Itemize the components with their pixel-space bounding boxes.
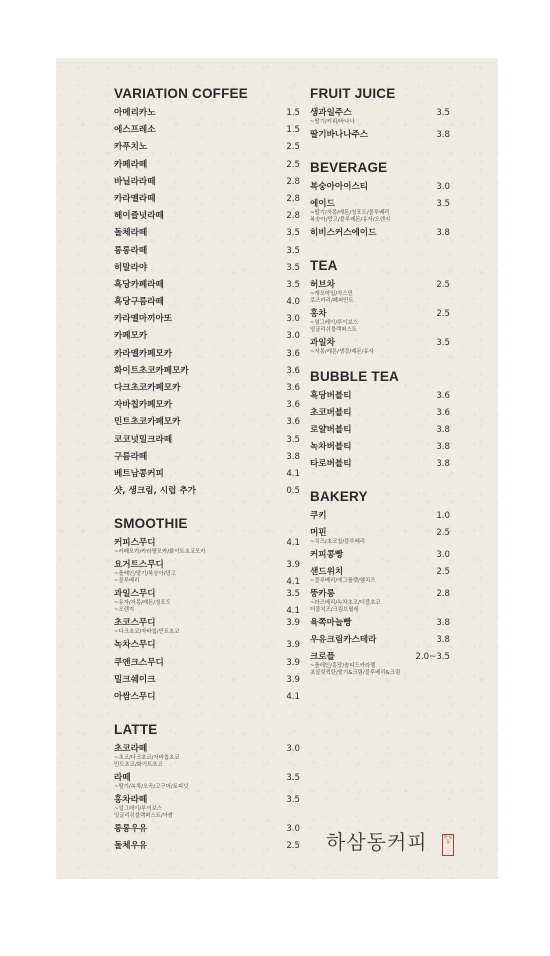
item-price: 3.0 [436,550,450,560]
section-title: BUBBLE TEA [310,369,399,384]
menu-item [114,824,304,841]
item-options: ~플레인/딸기/복숭아/망고 [114,571,177,578]
item-options: ~얼그레이/루이보스 [114,806,162,813]
menu-item [114,331,304,348]
item-price: 3.6 [286,417,300,428]
menu-item [310,635,450,652]
menu-item [114,589,304,617]
item-name: 로얄버블티 [310,425,352,435]
menu-column-right [310,86,450,690]
menu-item [310,338,450,356]
item-name: 민트초코카페모카 [114,417,181,428]
item-name: 타로버블티 [310,459,352,469]
item-name: 카페모카 [114,331,148,342]
item-price: 2.5 [286,159,300,170]
menu-item [114,280,304,297]
item-name: 자바칩카페모카 [114,400,173,411]
item-name: 딸기바나나주스 [310,130,369,140]
item-name: 롱롱우유 [114,824,148,835]
menu-item [310,309,450,334]
item-name: 에이드 [310,199,335,209]
menu-item [114,486,304,503]
item-price: 3.5 [436,338,450,348]
item-price: 3.8 [436,228,450,238]
section-title: BEVERAGE [310,160,388,175]
item-price: 3.9 [286,657,300,668]
menu-section [310,489,450,677]
item-price: 4.0 [286,297,300,308]
menu-item [114,435,304,452]
item-price: 2.8 [436,589,450,599]
item-options: ~플레인/흑당/솔티드카라멜 [310,663,376,669]
item-name: 흑당버블티 [310,391,352,401]
item-options: ~라즈베리/녹차초코/더블초코 [310,600,381,606]
menu-board [56,58,498,879]
item-price: 3.5 [286,245,300,256]
section-title: BAKERY [310,489,368,504]
item-price: 3.0 [286,824,300,835]
menu-item [310,391,450,408]
item-name: 흑당카페라떼 [114,279,164,290]
item-options: ~초코/다크초코/자바칩초코 [114,755,180,762]
item-price: 0.5 [286,486,300,497]
menu-item [114,314,304,331]
menu-item [114,366,304,383]
item-name: 히비스커스에이드 [310,228,377,238]
menu-item [310,528,450,546]
item-price: 4.1 [286,538,300,549]
item-options: 초콜릿퀵탄/딸기&크림/블루베리&크림 [310,670,401,676]
menu-section [310,86,450,147]
item-name: 머핀 [310,528,327,538]
menu-item [114,108,304,125]
item-name: 육쪽마늘빵 [310,618,352,628]
item-price: 3.5 [286,434,300,445]
menu-item [114,675,304,692]
menu-section [310,369,450,476]
item-name: 허브차 [310,280,335,290]
item-price: 3.8 [436,442,450,452]
item-price: 2.5 [286,142,300,153]
menu-item [310,459,450,476]
item-price: 2.0~3.5 [415,652,450,662]
item-price: 2.5 [436,309,450,319]
menu-item [310,228,450,245]
item-name: 카라멜카페모카 [114,348,173,359]
item-options: ~치즈/초코칩/블루베리 [310,539,366,545]
item-name: 흑당구름라떼 [114,297,164,308]
menu-item [310,199,450,224]
menu-item [310,108,450,126]
menu-item [114,263,304,280]
menu-item [310,280,450,305]
brand-logo: 하삼동커피 [326,830,428,854]
item-name: 카페라떼 [114,159,148,170]
item-price: 3.6 [286,400,300,411]
item-options: ~딸기/녹차/오곡/고구마/토피넛 [114,784,189,791]
item-name: 에스프레소 [114,125,156,136]
item-name: 히말라야 [114,262,148,273]
menu-item [114,744,304,769]
item-price: 3.5 [286,589,300,600]
item-price: 3.6 [286,365,300,376]
item-price: 3.8 [436,635,450,645]
item-name: 아메리카노 [114,108,156,118]
item-options: ~오렌지 [114,607,135,614]
menu-item [114,349,304,366]
item-options: ~캐모마일/자스민 [310,291,353,297]
section-title: VARIATION COFFEE [114,86,248,101]
item-price: 2.5 [436,567,450,577]
menu-item [310,442,450,459]
item-name: 돌체우유 [114,841,148,852]
brand-seal: 하삼동 [442,834,454,856]
item-price: 4.1 [286,691,300,702]
menu-item [114,841,304,858]
item-price: 3.6 [436,391,450,401]
item-options: 로즈마리/페퍼민트 [310,298,354,304]
item-options: ~다크초코/자바칩/민트초코 [114,629,180,636]
menu-item [114,228,304,245]
menu-item [114,160,304,177]
item-options: 더블치즈/크림브륄레 [310,607,359,613]
item-price: 3.5 [286,228,300,239]
menu-item [310,589,450,614]
item-name: 바닐라라떼 [114,176,156,187]
menu-item [310,511,450,528]
item-name: 커피콩빵 [310,550,344,560]
menu-item [310,130,450,147]
item-options: ~블루베리/에그플랫/햄치즈 [310,578,376,584]
item-options: 복숭아/망고/블루레몬/유자/오렌지 [310,217,391,223]
item-price: 3.0 [286,314,300,325]
item-name: 다크초코카페모카 [114,383,181,393]
item-name: 요거트스무디 [114,560,164,571]
item-name: 녹차버블티 [310,442,352,452]
menu-item [310,567,450,585]
item-options: ~딸기/자몽/레몬/청포도/블루베리 [310,210,390,216]
item-name: 아쌈스무디 [114,691,156,702]
item-name: 샷, 생크림, 시럽 추가 [114,486,196,497]
item-options: 잉글리쉬블랙퍼스트/아쌈 [114,813,174,820]
item-price: 2.8 [286,176,300,187]
section-title: FRUIT JUICE [310,86,396,101]
menu-item [114,400,304,417]
item-options: ~얼그레이/루이보스 [310,320,358,326]
item-name: 밀크쉐이크 [114,674,156,685]
menu-item [310,550,450,567]
item-price: 3.5 [286,262,300,273]
item-price: 3.0 [286,331,300,342]
item-price: 3.5 [436,108,450,118]
menu-item [310,652,450,677]
menu-item [114,469,304,486]
menu-item [310,425,450,442]
item-name: 카푸치노 [114,142,148,153]
item-options: ~카페모카/카라멜모카/화이트초코모카 [114,549,206,556]
item-name: 쿠앤크스무디 [114,657,164,668]
menu-item [114,773,304,791]
item-options: ~자몽/레몬/생강/레몬/유자 [310,349,374,355]
menu-item [114,142,304,159]
menu-item [114,538,304,556]
item-name: 초코스무디 [114,618,156,629]
menu-item [114,297,304,314]
menu-section [114,86,304,503]
menu-item [114,211,304,228]
item-name: 카라멜라떼 [114,193,156,204]
menu-section [310,160,450,245]
item-name: 돌체라떼 [114,228,148,239]
item-price: 3.5 [286,795,300,806]
item-price: 2.5 [286,841,300,852]
item-name: 카라멜마끼아또 [114,314,173,325]
item-price-alt: 4.1 [286,606,300,617]
item-options: 민트초코/화이트초코 [114,762,163,769]
menu-item [114,795,304,820]
menu-item [114,194,304,211]
item-price: 3.8 [436,130,450,140]
section-title: LATTE [114,722,158,738]
menu-item [114,177,304,194]
item-price: 3.5 [286,773,300,784]
section-title: SMOOTHIE [114,516,188,532]
item-price: 3.9 [286,618,300,629]
item-options: ~블루베리 [114,578,140,585]
item-name: 우유크림카스테라 [310,635,377,645]
menu-item [114,246,304,263]
menu-item [114,618,304,636]
menu-item [114,383,304,400]
menu-item [114,692,304,709]
item-name: 커피스무디 [114,538,156,549]
item-name: 홍차 [310,309,327,319]
item-name: 초코버블티 [310,408,352,418]
item-name: 과일차 [310,338,335,348]
item-price: 3.8 [436,618,450,628]
item-name: 화이트초코카페모카 [114,365,189,376]
item-price: 1.5 [286,108,300,118]
item-name: 생과일주스 [310,108,352,118]
item-name: 코코넛밀크라떼 [114,434,173,445]
item-price: 3.0 [286,744,300,755]
item-price: 3.6 [286,348,300,359]
item-name: 베트남콩커피 [114,468,164,479]
menu-item [114,417,304,434]
item-price: 3.8 [436,459,450,469]
item-name: 초코라떼 [114,744,148,755]
item-name: 쿠키 [310,511,327,521]
menu-section [114,722,304,858]
menu-item [114,125,304,142]
item-name: 홍차라떼 [114,795,148,806]
item-name: 롱롱라떼 [114,245,148,256]
item-price: 4.1 [286,468,300,479]
item-price: 3.5 [436,199,450,209]
menu-section [114,516,304,709]
item-price: 3.0 [436,182,450,192]
menu-item [114,560,304,588]
item-price: 3.9 [286,560,300,571]
item-options: ~딸기/키위/바나나 [310,119,355,125]
item-price: 3.8 [436,425,450,435]
item-price: 2.5 [436,280,450,290]
item-price: 3.8 [286,451,300,462]
item-name: 뚱카롱 [310,589,335,599]
menu-item [114,640,304,657]
item-name: 샌드위치 [310,567,344,577]
menu-item [310,182,450,199]
menu-section [310,258,450,356]
item-price: 3.9 [286,674,300,685]
menu-item [114,658,304,675]
item-price: 2.5 [436,528,450,538]
item-price: 3.6 [436,408,450,418]
item-name: 헤이즐넛라떼 [114,211,164,222]
item-options: ~유자/자몽/레몬/청포도 [114,600,171,607]
item-price: 1.0 [436,511,450,521]
item-name: 라떼 [114,773,131,784]
item-name: 녹차스무디 [114,640,156,651]
item-name: 복숭아아이스티 [310,182,369,192]
item-name: 크로플 [310,652,335,662]
menu-item [310,408,450,425]
item-options: 잉글리쉬블랙퍼스트 [310,327,357,333]
item-price: 3.5 [286,279,300,290]
section-title: TEA [310,258,338,273]
item-price: 2.8 [286,193,300,204]
item-price: 3.6 [286,383,300,393]
menu-item [310,618,450,635]
item-price-alt: 4.1 [286,577,300,588]
menu-item [114,452,304,469]
item-name: 과일스무디 [114,589,156,600]
item-price: 2.8 [286,211,300,222]
menu-column-left [114,86,304,871]
item-name: 구름라떼 [114,451,148,462]
item-price: 1.5 [286,125,300,136]
item-price: 3.9 [286,640,300,651]
